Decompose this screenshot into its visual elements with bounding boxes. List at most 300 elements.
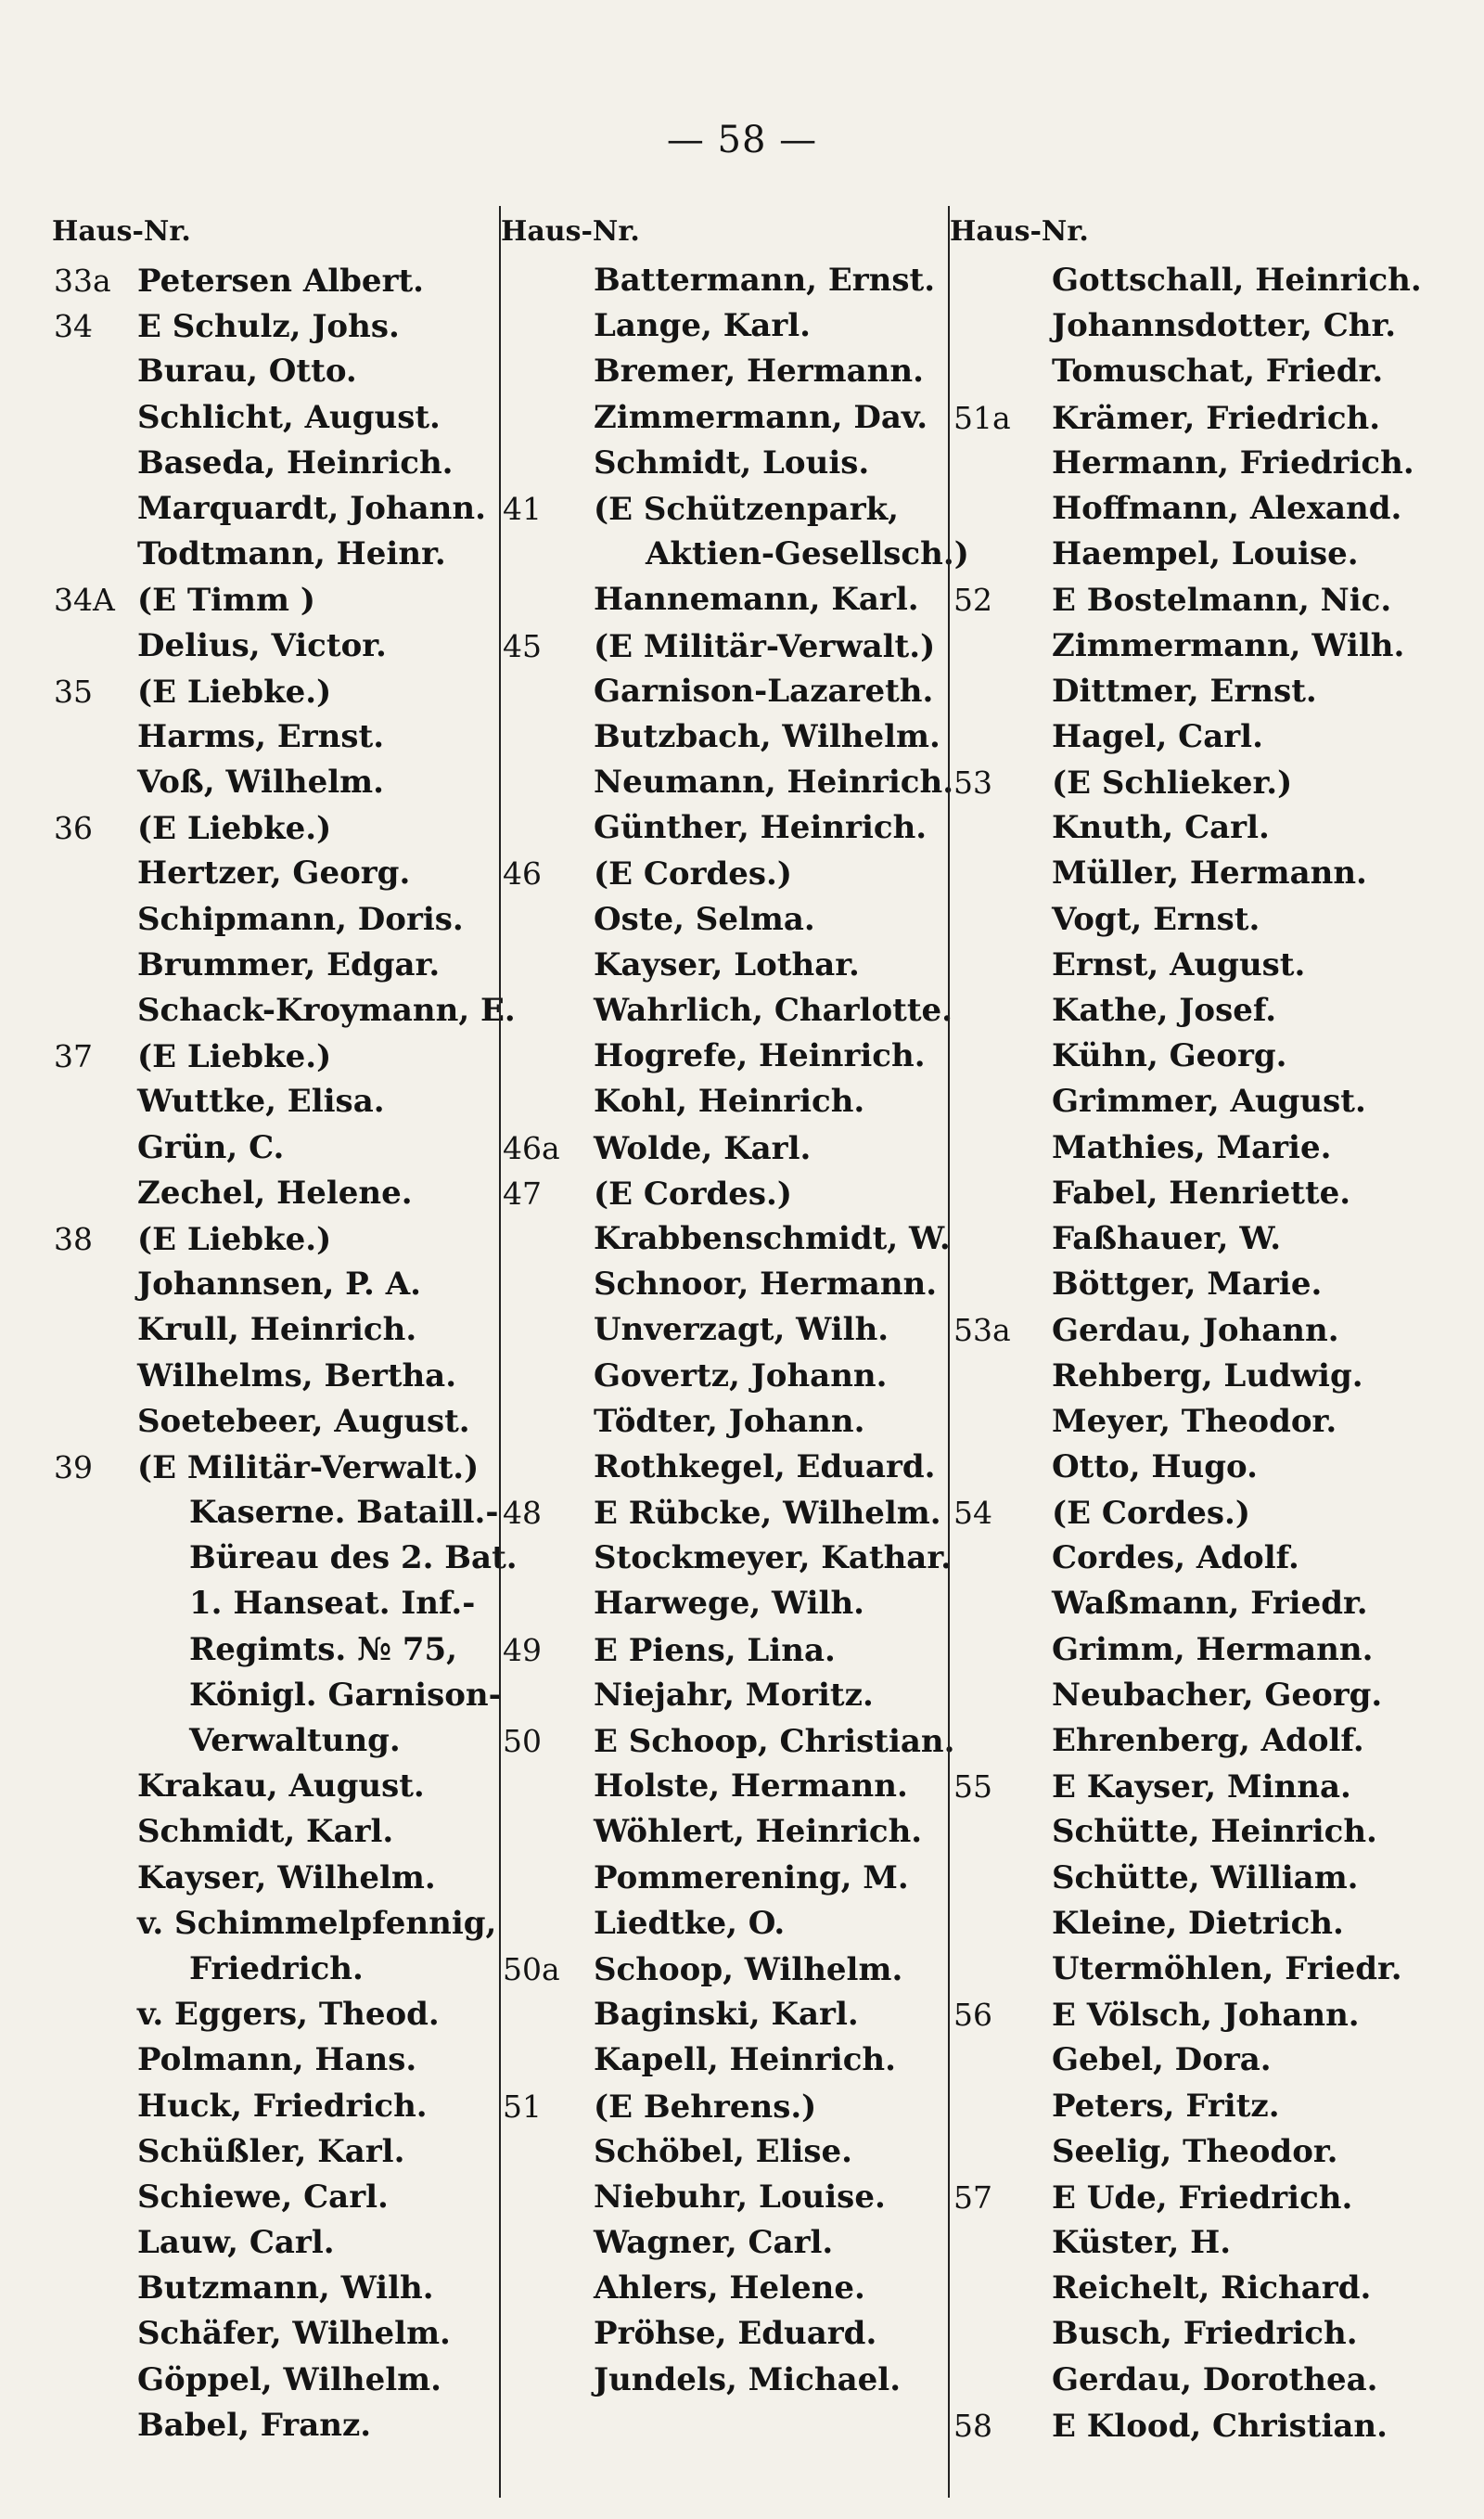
resident-name: Neumann, Heinrich. [594, 764, 954, 802]
directory-entry [501, 669, 950, 714]
directory-entry [501, 486, 950, 532]
directory-entry [48, 897, 499, 943]
house-number: 48 [503, 1495, 542, 1532]
resident-name: Battermann, Ernst. [594, 262, 936, 299]
house-number: 58 [953, 2407, 992, 2444]
directory-entry [501, 1445, 950, 1490]
directory-entry [950, 1627, 1432, 1673]
resident-name: Schüßler, Karl. [137, 2132, 405, 2170]
resident-name: Todtmann, Heinr. [137, 535, 446, 573]
column-header: Haus-Nr. [52, 215, 191, 248]
directory-entry [501, 2311, 950, 2357]
house-number: 46 [503, 855, 542, 893]
directory-entry [48, 258, 499, 303]
resident-name: Rothkegel, Eduard. [594, 1447, 936, 1485]
directory-entry [48, 1034, 499, 1079]
resident-name: Gerdau, Johann. [1052, 1312, 1339, 1350]
directory-entry [501, 2358, 950, 2403]
resident-name: Schiewe, Carl. [137, 2178, 389, 2216]
resident-name: Lange, Karl. [594, 307, 811, 345]
resident-name: Delius, Victor. [137, 626, 387, 664]
directory-entry [501, 1992, 950, 2037]
resident-name: Huck, Friedrich. [137, 2087, 428, 2125]
resident-name: Burau, Otto. [137, 353, 357, 391]
resident-name: Schipmann, Doris. [137, 900, 464, 938]
resident-name: Baginski, Karl. [594, 1996, 859, 2034]
directory-entry [48, 760, 499, 805]
directory-entry [48, 532, 499, 577]
resident-name: Schack-Kroymann, E. [137, 992, 516, 1029]
directory-entry [48, 2266, 499, 2311]
resident-name: Zimmermann, Dav. [594, 398, 928, 436]
resident-name: Schöbel, Elise. [594, 2132, 853, 2170]
house-number: 38 [54, 1220, 93, 1257]
directory-entry [501, 2129, 950, 2175]
resident-name: Baseda, Heinrich. [137, 443, 454, 482]
resident-name: Niebuhr, Louise. [594, 2178, 886, 2216]
directory-entry [950, 2129, 1432, 2175]
resident-name: (E Liebke.) [137, 1220, 332, 1258]
directory-entry [501, 577, 950, 623]
house-number: 53 [953, 765, 992, 802]
directory-entry [48, 669, 499, 714]
resident-name: Stockmeyer, Kathar. [594, 1539, 952, 1577]
resident-name: Reichelt, Richard. [1052, 2269, 1372, 2307]
resident-name: Grimm, Hermann. [1052, 1630, 1374, 1668]
resident-name: E Kayser, Minna. [1052, 1768, 1351, 1806]
directory-entry [950, 1901, 1432, 1947]
directory-entry [950, 395, 1432, 441]
directory-entry [48, 943, 499, 988]
resident-name: Kühn, Georg. [1052, 1037, 1287, 1075]
house-number: 47 [503, 1175, 542, 1212]
column-header: Haus-Nr. [501, 215, 640, 248]
resident-name: Gebel, Dora. [1052, 2041, 1272, 2079]
resident-name: Wilhelms, Bertha. [137, 1356, 457, 1394]
resident-name: Grün, C. [137, 1128, 285, 1166]
directory-entry [48, 623, 499, 669]
house-number: 46a [503, 1129, 560, 1166]
directory-entry [950, 2311, 1432, 2357]
resident-name: (E Cordes.) [1052, 1495, 1250, 1533]
resident-name: Meyer, Theodor. [1052, 1402, 1337, 1440]
resident-name: Soetebeer, August. [137, 1402, 470, 1440]
directory-entry [48, 1399, 499, 1445]
resident-name: Faßhauer, W. [1052, 1219, 1282, 1257]
resident-name: Schmidt, Karl. [137, 1813, 394, 1851]
resident-name: Gerdau, Dorothea. [1052, 2360, 1378, 2398]
resident-name: Krabbenschmidt, W. [594, 1219, 951, 1257]
directory-entry [950, 441, 1432, 486]
resident-name: Oste, Selma. [594, 900, 815, 938]
resident-name: E Bostelmann, Nic. [1052, 582, 1392, 620]
directory-entry [48, 1992, 499, 2037]
directory-entry [48, 2311, 499, 2357]
directory-entry [950, 1125, 1432, 1171]
directory-entry [950, 2266, 1432, 2311]
resident-name: (E Militär-Verwalt.) [137, 1448, 480, 1486]
resident-name: Wöhlert, Heinrich. [594, 1813, 923, 1851]
house-number: 57 [953, 2178, 992, 2216]
resident-name: Liedtke, O. [594, 1904, 786, 1942]
directory-entry [950, 1947, 1432, 1992]
resident-name: Kathe, Josef. [1052, 992, 1277, 1029]
page-number: — 58 — [666, 119, 818, 161]
resident-name: Haempel, Louise. [1052, 535, 1359, 573]
entry-list [501, 258, 969, 2403]
directory-entry [501, 714, 950, 760]
directory-entry [950, 1216, 1432, 1262]
directory-entry [48, 805, 499, 851]
directory-entry [501, 1627, 950, 1673]
resident-name: Müller, Hermann. [1052, 855, 1367, 893]
resident-name: v. Schimmelpfennig, [137, 1904, 497, 1942]
directory-entry [501, 441, 950, 486]
directory-entry [950, 303, 1432, 349]
directory-entry [501, 988, 953, 1034]
directory-entry [501, 1307, 950, 1353]
resident-name: Schmidt, Louis. [594, 443, 870, 482]
resident-name: (E Cordes.) [594, 1175, 792, 1213]
directory-entry [950, 1307, 1432, 1353]
directory-entry [950, 1718, 1432, 1764]
resident-name: Grimmer, August. [1052, 1083, 1366, 1121]
house-number: 51 [503, 2088, 542, 2125]
resident-name: Vogt, Ernst. [1052, 900, 1260, 938]
resident-name: Mathies, Marie. [1052, 1128, 1332, 1166]
resident-name: Wuttke, Elisa. [137, 1083, 385, 1121]
house-number: 35 [54, 673, 93, 710]
resident-name: Voß, Wilhelm. [137, 764, 384, 802]
directory-entry [501, 1856, 950, 1901]
resident-name: Böttger, Marie. [1052, 1266, 1323, 1304]
directory-entry [950, 258, 1432, 303]
resident-name: Hannemann, Karl. [594, 581, 919, 619]
directory-entry [501, 1125, 950, 1171]
house-number: 39 [54, 1448, 93, 1485]
resident-name: E Völsch, Johann. [1052, 1997, 1360, 2035]
directory-entry [501, 2084, 950, 2129]
resident-name: Günther, Heinrich. [594, 809, 928, 847]
resident-name: Busch, Friedrich. [1052, 2315, 1358, 2353]
directory-entry [48, 1856, 499, 1901]
directory-entry [48, 1216, 499, 1262]
directory-entry [950, 1764, 1432, 1809]
directory-entry [48, 1125, 499, 1171]
directory-entry [501, 1354, 950, 1399]
directory-entry [501, 1764, 950, 1809]
directory-entry [950, 1673, 1432, 1718]
directory-entry [950, 1992, 1432, 2037]
house-number: 45 [503, 627, 542, 664]
resident-name: Rehberg, Ludwig. [1052, 1356, 1363, 1394]
resident-name: (E Behrens.) [594, 2088, 817, 2126]
resident-name: Babel, Franz. [137, 2406, 372, 2444]
directory-entry [950, 1034, 1432, 1079]
directory-entry [950, 1171, 1432, 1216]
directory-entry [501, 2220, 950, 2266]
directory-entry [950, 1581, 1432, 1626]
directory-entry [501, 395, 950, 441]
resident-name: Hermann, Friedrich. [1052, 443, 1414, 482]
resident-name: Hoffmann, Alexand. [1052, 489, 1402, 527]
resident-name: Krakau, August. [137, 1767, 425, 1806]
directory-entry [950, 1354, 1432, 1399]
resident-name: Krämer, Friedrich. [1052, 399, 1381, 437]
resident-name: Zechel, Helene. [137, 1174, 413, 1212]
directory-entry [501, 1399, 950, 1445]
resident-name: Kapell, Heinrich. [594, 2041, 896, 2079]
directory-entry [950, 2403, 1432, 2448]
directory-entry [48, 1354, 499, 1399]
resident-name: v. Eggers, Theod. [137, 1996, 440, 2034]
directory-entry [48, 1262, 499, 1307]
directory-entry [950, 2084, 1432, 2129]
directory-entry [48, 1764, 499, 1809]
resident-name: Schütte, William. [1052, 1858, 1359, 1896]
directory-entry [950, 623, 1432, 669]
resident-name: Holste, Hermann. [594, 1767, 908, 1806]
resident-name: Hagel, Carl. [1052, 717, 1263, 755]
resident-name: (E Timm ) [137, 582, 315, 620]
directory-entry [950, 1490, 1432, 1536]
resident-name: 1. Hanseat. Inf.- [189, 1585, 476, 1623]
resident-name: Dittmer, Ernst. [1052, 672, 1317, 710]
directory-entry [48, 1171, 499, 1216]
house-number: 33a [54, 263, 111, 299]
directory-entry [501, 349, 950, 394]
resident-name: Seelig, Theodor. [1052, 2132, 1338, 2170]
house-number: 54 [953, 1495, 992, 1532]
resident-name: Verwaltung. [189, 1722, 401, 1759]
resident-name: E Ude, Friedrich. [1052, 2178, 1353, 2217]
directory-entry [48, 851, 499, 896]
resident-name: Harwege, Wilh. [594, 1585, 865, 1623]
directory-entry [501, 1809, 950, 1855]
house-number: 56 [953, 1997, 992, 2034]
directory-entry [48, 2403, 499, 2448]
directory-entry [48, 2084, 499, 2129]
resident-name: Johannsen, P. A. [137, 1266, 421, 1304]
directory-entry [48, 2175, 499, 2220]
resident-name: Königl. Garnison- [189, 1676, 502, 1714]
directory-column-1 [48, 206, 518, 2498]
directory-entry [48, 1627, 499, 1673]
directory-entry [501, 1216, 950, 1262]
resident-name: (E Cordes.) [594, 855, 792, 893]
resident-name: E Schulz, Johs. [137, 308, 400, 346]
directory-entry [48, 1490, 499, 1536]
directory-entry [950, 2358, 1432, 2403]
resident-name: Butzmann, Wilh. [137, 2269, 434, 2307]
directory-entry [48, 1581, 499, 1626]
directory-entry [950, 1809, 1432, 1855]
resident-name: (E Schützenpark, [594, 490, 900, 528]
directory-entry [501, 2175, 950, 2220]
directory-entry [48, 486, 499, 532]
resident-name: Johannsdotter, Chr. [1052, 307, 1397, 345]
resident-name: Küster, H. [1052, 2224, 1232, 2262]
resident-name: Ehrenberg, Adolf. [1052, 1722, 1364, 1759]
resident-name: Aktien-Gesellsch.) [646, 535, 969, 573]
directory-entry [48, 2220, 499, 2266]
directory-entry [501, 1171, 950, 1216]
resident-name: Hogrefe, Heinrich. [594, 1037, 926, 1075]
resident-name: Harms, Ernst. [137, 717, 385, 755]
directory-entry [48, 395, 499, 441]
house-number: 34 [54, 308, 93, 345]
directory-entry [501, 303, 950, 349]
resident-name: Utermöhlen, Friedr. [1052, 1949, 1402, 1987]
directory-entry [48, 1673, 502, 1718]
directory-entry [950, 1445, 1432, 1490]
directory-entry [950, 669, 1432, 714]
directory-entry [501, 1581, 950, 1626]
directory-entry [950, 1399, 1432, 1445]
directory-entry [48, 714, 499, 760]
resident-name: Bremer, Hermann. [594, 353, 924, 391]
resident-name: Polmann, Hans. [137, 2041, 417, 2079]
resident-name: E Piens, Lina. [594, 1631, 836, 1669]
resident-name: Cordes, Adolf. [1052, 1539, 1299, 1577]
directory-entry [501, 1079, 950, 1125]
directory-entry [950, 486, 1432, 532]
directory-entry [48, 577, 499, 623]
resident-name: Wagner, Carl. [594, 2224, 834, 2262]
directory-entry [501, 532, 969, 577]
directory-entry [950, 2220, 1432, 2266]
resident-name: Gottschall, Heinrich. [1052, 262, 1422, 299]
directory-entry [950, 349, 1432, 394]
directory-entry [950, 1856, 1432, 1901]
directory-entry [501, 1536, 950, 1581]
directory-column-3 [948, 206, 1432, 2498]
directory-entry [501, 623, 950, 669]
directory-entry [501, 851, 950, 896]
resident-name: Fabel, Henriette. [1052, 1174, 1351, 1212]
resident-name: Govertz, Johann. [594, 1356, 888, 1394]
resident-name: Kayser, Wilhelm. [137, 1858, 436, 1896]
directory-column-2 [499, 206, 969, 2498]
directory-entry [48, 1307, 499, 1353]
resident-name: Krull, Heinrich. [137, 1311, 417, 1349]
directory-entry [48, 988, 516, 1034]
resident-name: Peters, Fritz. [1052, 2087, 1280, 2125]
resident-name: Unverzagt, Wilh. [594, 1311, 889, 1349]
directory-entry [501, 805, 950, 851]
directory-entry [48, 1079, 499, 1125]
resident-name: Jundels, Michael. [594, 2360, 902, 2398]
directory-entry [48, 2037, 499, 2083]
resident-name: Garnison-Lazareth. [594, 672, 934, 710]
directory-entry [48, 349, 499, 394]
resident-name: Friedrich. [189, 1949, 364, 1987]
resident-name: Wahrlich, Charlotte. [594, 992, 953, 1029]
directory-entry [48, 2129, 499, 2175]
directory-entry [950, 897, 1432, 943]
directory-entry [501, 1490, 950, 1536]
directory-entry [501, 2266, 950, 2311]
resident-name: Göppel, Wilhelm. [137, 2360, 441, 2398]
directory-entry [501, 1947, 950, 1992]
resident-name: (E Schlieker.) [1052, 765, 1293, 803]
house-number: 41 [503, 490, 542, 527]
directory-entry [950, 1079, 1432, 1125]
resident-name: Brummer, Edgar. [137, 945, 441, 983]
resident-name: Kohl, Heinrich. [594, 1083, 865, 1121]
resident-name: Neubacher, Georg. [1052, 1676, 1383, 1714]
entry-list [48, 258, 518, 2448]
directory-entry [501, 1673, 950, 1718]
resident-name: Petersen Albert. [137, 263, 425, 300]
resident-name: Regimts. № 75, [189, 1630, 458, 1668]
resident-name: (E Liebke.) [137, 1038, 332, 1076]
house-number: 34A [54, 582, 115, 619]
directory-entry [501, 1901, 950, 1947]
resident-name: Schütte, Heinrich. [1052, 1813, 1377, 1851]
directory-entry [48, 1947, 499, 1992]
directory-entry [48, 1445, 499, 1490]
directory-entry [48, 441, 499, 486]
directory-entry [501, 258, 950, 303]
directory-entry [950, 2175, 1432, 2220]
resident-name: Knuth, Carl. [1052, 809, 1270, 847]
resident-name: Tödter, Johann. [594, 1402, 865, 1440]
resident-name: (E Liebke.) [137, 673, 332, 711]
directory-entry [950, 577, 1432, 623]
resident-name: Schnoor, Hermann. [594, 1266, 938, 1304]
resident-name: Tomuschat, Friedr. [1052, 353, 1384, 391]
directory-entry [950, 988, 1432, 1034]
resident-name: Kaserne. Bataill.- [189, 1494, 499, 1532]
directory-entry [950, 1536, 1432, 1581]
resident-name: Wolde, Karl. [594, 1129, 812, 1167]
house-number: 53a [953, 1312, 1011, 1349]
resident-name: Pröhse, Eduard. [594, 2315, 877, 2353]
resident-name: Lauw, Carl. [137, 2224, 335, 2262]
directory-entry [501, 1262, 950, 1307]
resident-name: Schoop, Wilhelm. [594, 1950, 903, 1988]
resident-name: Schäfer, Wilhelm. [137, 2315, 451, 2353]
directory-entry [48, 2358, 499, 2403]
house-number: 36 [54, 810, 93, 847]
column-header: Haus-Nr. [950, 215, 1089, 248]
house-number: 50a [503, 1950, 560, 1987]
directory-entry [501, 2037, 950, 2083]
resident-name: Ahlers, Helene. [594, 2269, 865, 2307]
house-number: 55 [953, 1768, 992, 1806]
directory-entry [950, 760, 1432, 805]
directory-entry [950, 943, 1432, 988]
resident-name: Butzbach, Wilhelm. [594, 717, 940, 755]
directory-entry [950, 1262, 1432, 1307]
resident-name: Kayser, Lothar. [594, 945, 860, 983]
directory-entry [950, 805, 1432, 851]
resident-name: (E Liebke.) [137, 810, 332, 848]
directory-entry [950, 851, 1432, 896]
directory-entry [501, 760, 954, 805]
house-number: 52 [953, 582, 992, 619]
resident-name: E Schoop, Christian. [594, 1723, 955, 1760]
directory-entry [48, 1718, 499, 1764]
house-number: 37 [54, 1038, 93, 1075]
house-number: 51a [953, 399, 1011, 436]
resident-name: E Klood, Christian. [1052, 2407, 1388, 2445]
directory-entry [501, 1034, 950, 1079]
resident-name: Waßmann, Friedr. [1052, 1585, 1368, 1623]
resident-name: Ernst, August. [1052, 945, 1306, 983]
directory-entry [48, 1536, 518, 1581]
